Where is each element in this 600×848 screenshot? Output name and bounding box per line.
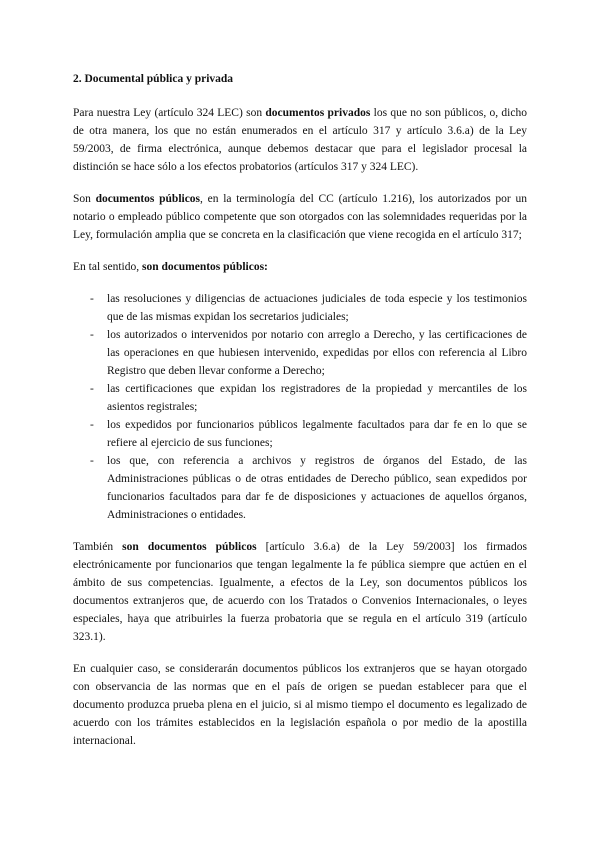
p1-text-after: los que no son públicos, o, dicho de otra manera, los que no están enumerados en el artículo 317 y artículo 3.6.a) de la Ley 59/2003, de firma electrónica, aunque debemos destacar que para el legislador procesal la distinción se hace sólo a los efectos probatorios (artículos 317 y 324 LEC). <box>73 107 527 173</box>
section-heading: 2. Documental pública y privada <box>73 73 234 85</box>
paragraph-foreign-documents: En cualquier caso, se considerarán documentos públicos los extranjeros que se hayan otorgado con observancia de las normas que en el país de origen se puedan establecer para que el documento produzca prueba plena en el juicio, si al mismo tiempo el documento es legalizado de acuerdo con los trámites establecidos en la legislación española o por medio de la apostilla internacional. <box>73 663 527 747</box>
p4-bold-term: son documentos públicos <box>122 541 257 553</box>
p4-text-before: También <box>73 541 123 553</box>
paragraph-private-documents <box>73 104 527 176</box>
paragraph-electronic-documents <box>73 538 527 646</box>
list-item-text: los autorizados o intervenidos por notario con arreglo a Derecho, y las certificaciones de las operaciones en que hubiesen intervenido, expedidas por ellos con referencia al Libro Registro que deben llevar conforme a Derecho; <box>107 329 527 377</box>
list-item <box>73 452 527 524</box>
p2-text-after: , en la terminología del CC (artículo 1.216), los autorizados por un notario o empleado público competente que son otorgados con las solemnidades requeridas por la Ley, formulación amplia que se concreta en la clasificación que viene recogida en el artículo 317; <box>73 193 527 241</box>
p1-bold-term: documentos privados <box>265 107 371 119</box>
list-item-text: los que, con referencia a archivos y registros de órganos del Estado, de las Administraciones públicas o de otras entidades de Derecho público, sean expedidos por funcionarios facultados para dar fe de disposiciones y actuaciones de aquellos órganos, Administraciones o entidades. <box>107 455 527 521</box>
list-item <box>73 380 527 416</box>
p2-bold-term: documentos públicos <box>95 193 201 205</box>
list-bullet: - <box>90 383 94 395</box>
list-bullet: - <box>90 329 94 341</box>
p3-bold-term: son documentos públicos: <box>142 261 268 273</box>
list-item-text: las resoluciones y diligencias de actuaciones judiciales de toda especie y los testimonios que de las mismas expidan los secretarios judiciales; <box>107 293 527 323</box>
paragraph-public-documents <box>73 190 527 244</box>
list-item-text: los expedidos por funcionarios públicos legalmente facultados para dar fe en lo que se refiere al ejercicio de sus funciones; <box>107 419 527 449</box>
list-bullet: - <box>90 419 94 431</box>
list-bullet: - <box>90 455 94 467</box>
list-bullet: - <box>90 293 94 305</box>
paragraph-list-intro <box>73 258 527 276</box>
document-page <box>73 70 527 764</box>
public-documents-list <box>73 290 527 524</box>
list-item <box>73 416 527 452</box>
p1-text-before: Para nuestra Ley (artículo 324 LEC) son <box>73 107 266 119</box>
list-item <box>73 326 527 380</box>
p3-text-before: En tal sentido, <box>73 261 142 273</box>
p2-text-before: Son <box>73 193 96 205</box>
list-item-text: las certificaciones que expidan los registradores de la propiedad y mercantiles de los asientos registrales; <box>107 383 527 413</box>
p4-text-after: [artículo 3.6.a) de la Ley 59/2003] los firmados electrónicamente por funcionarios que tengan legalmente la fe pública siempre que actúen en el ámbito de sus competencias. Igualmente, a efectos de la Ley, son documentos públicos los documentos extranjeros que, de acuerdo con los Tratados o Convenios Internacionales, o leyes especiales, haya que atribuirles la fuerza probatoria que se regula en el artículo 319 (artículo 323.1). <box>73 541 527 643</box>
list-item <box>73 290 527 326</box>
